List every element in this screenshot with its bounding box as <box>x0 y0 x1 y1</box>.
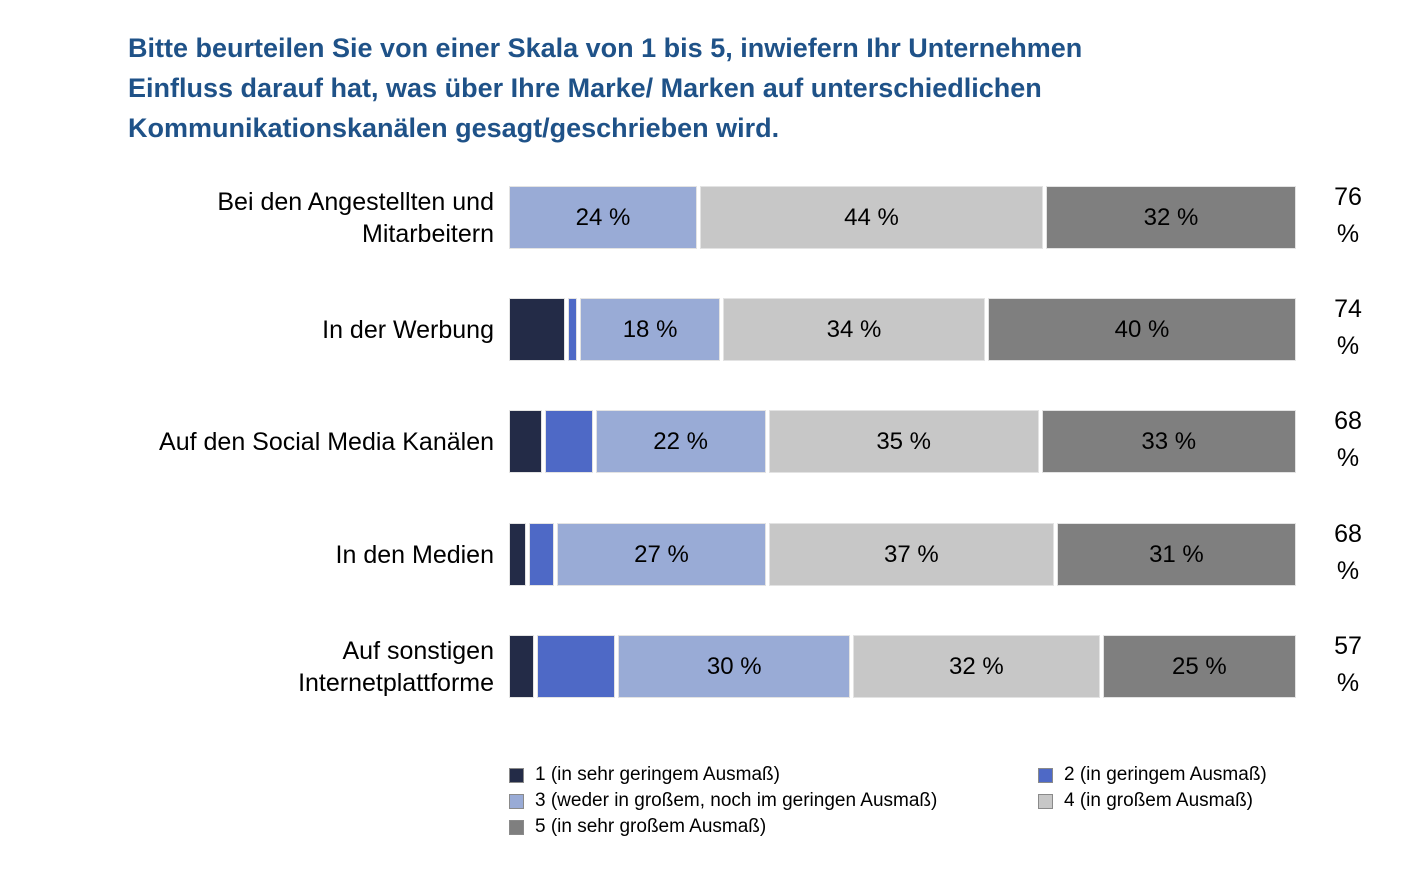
top2box-total <box>1316 291 1380 365</box>
stacked-bar <box>509 635 1296 698</box>
chart-row <box>0 295 1414 361</box>
category-label-line: Auf den Social Media Kanälen <box>159 427 494 456</box>
top2box-total-line: % <box>1336 557 1360 585</box>
legend-item <box>1038 762 1267 788</box>
bar-segment <box>509 298 565 361</box>
chart-title-line-2: Einfluss darauf hat, was über Ihre Marke/ Marken auf unterschiedlichen <box>128 73 1042 103</box>
top2box-total <box>1316 628 1380 702</box>
bar-segment <box>509 410 542 473</box>
bar-segment: 24 % <box>509 186 697 249</box>
bar-segment: 34 % <box>723 298 985 361</box>
category-label-line: In den Medien <box>335 540 494 569</box>
bar-segment: 25 % <box>1103 635 1296 698</box>
top2box-total-line: % <box>1336 332 1360 360</box>
chart-row <box>0 183 1414 249</box>
legend-col-1 <box>509 762 937 840</box>
top2box-total-line: % <box>1336 220 1360 248</box>
legend-label: 2 (in geringem Ausmaß) <box>1064 764 1267 785</box>
bar-segment: 22 % <box>596 410 766 473</box>
legend-swatch-icon <box>509 768 524 783</box>
top2box-total-line: 57 <box>1334 632 1362 660</box>
category-label <box>0 298 494 361</box>
legend-label: 4 (in großem Ausmaß) <box>1064 790 1253 811</box>
legend-swatch-icon <box>509 794 524 809</box>
category-label-line: Bei den Angestellten und <box>217 187 494 216</box>
top2box-total <box>1316 516 1380 590</box>
top2box-total-line: 68 <box>1334 407 1362 435</box>
bar-segment <box>537 635 616 698</box>
chart-row <box>0 632 1414 698</box>
bar-segment: 37 % <box>769 523 1054 586</box>
bar-segment: 33 % <box>1042 410 1296 473</box>
category-label <box>0 523 494 586</box>
legend-item <box>509 762 937 788</box>
bar-segment <box>509 635 534 698</box>
bar-segment: 31 % <box>1057 523 1296 586</box>
legend-swatch-icon <box>1038 794 1053 809</box>
bar-segment: 32 % <box>1046 186 1296 249</box>
bar-segment <box>509 523 526 586</box>
legend-item <box>1038 788 1267 814</box>
bar-segment: 44 % <box>700 186 1043 249</box>
legend-label: 1 (in sehr geringem Ausmaß) <box>535 764 780 785</box>
legend-swatch-icon <box>1038 768 1053 783</box>
category-label <box>0 186 494 249</box>
legend-swatch-icon <box>509 820 524 835</box>
chart-title-line-1: Bitte beurteilen Sie von einer Skala von 1 bis 5, inwiefern Ihr Unternehmen <box>128 33 1083 63</box>
bar-segment <box>545 410 593 473</box>
bar-segment <box>568 298 578 361</box>
top2box-total <box>1316 179 1380 253</box>
category-label-line: Mitarbeitern <box>362 219 494 248</box>
legend-col-2 <box>1038 762 1267 814</box>
bar-segment: 18 % <box>580 298 720 361</box>
legend-item <box>509 814 937 840</box>
bar-segment: 30 % <box>618 635 850 698</box>
bar-segment: 27 % <box>557 523 766 586</box>
bar-segment: 35 % <box>769 410 1039 473</box>
category-label <box>0 635 494 698</box>
category-label-line: In der Werbung <box>322 315 494 344</box>
legend-label: 3 (weder in großem, noch im geringen Ausmaß) <box>535 790 938 811</box>
top2box-total <box>1316 403 1380 477</box>
top2box-total-line: % <box>1336 444 1360 472</box>
stacked-bar <box>509 298 1296 361</box>
bar-segment <box>529 523 554 586</box>
top2box-total-line: % <box>1336 669 1360 697</box>
legend-item <box>509 788 937 814</box>
top2box-total-line: 76 <box>1334 183 1362 211</box>
category-label-line: Auf sonstigen <box>342 636 494 665</box>
stacked-bar <box>509 410 1296 473</box>
chart-title-line-3: Kommunikationskanälen gesagt/geschrieben wird. <box>128 113 780 143</box>
legend-label: 5 (in sehr großem Ausmaß) <box>535 816 767 837</box>
top2box-total-line: 74 <box>1334 295 1362 323</box>
category-label-line: Internetplattforme <box>298 668 494 697</box>
chart-row <box>0 520 1414 586</box>
stacked-bar <box>509 523 1296 586</box>
top2box-total-line: 68 <box>1334 520 1362 548</box>
category-label <box>0 410 494 473</box>
bar-segment: 32 % <box>853 635 1100 698</box>
bar-segment: 40 % <box>988 298 1296 361</box>
stacked-bar <box>509 186 1296 249</box>
chart-row <box>0 407 1414 473</box>
